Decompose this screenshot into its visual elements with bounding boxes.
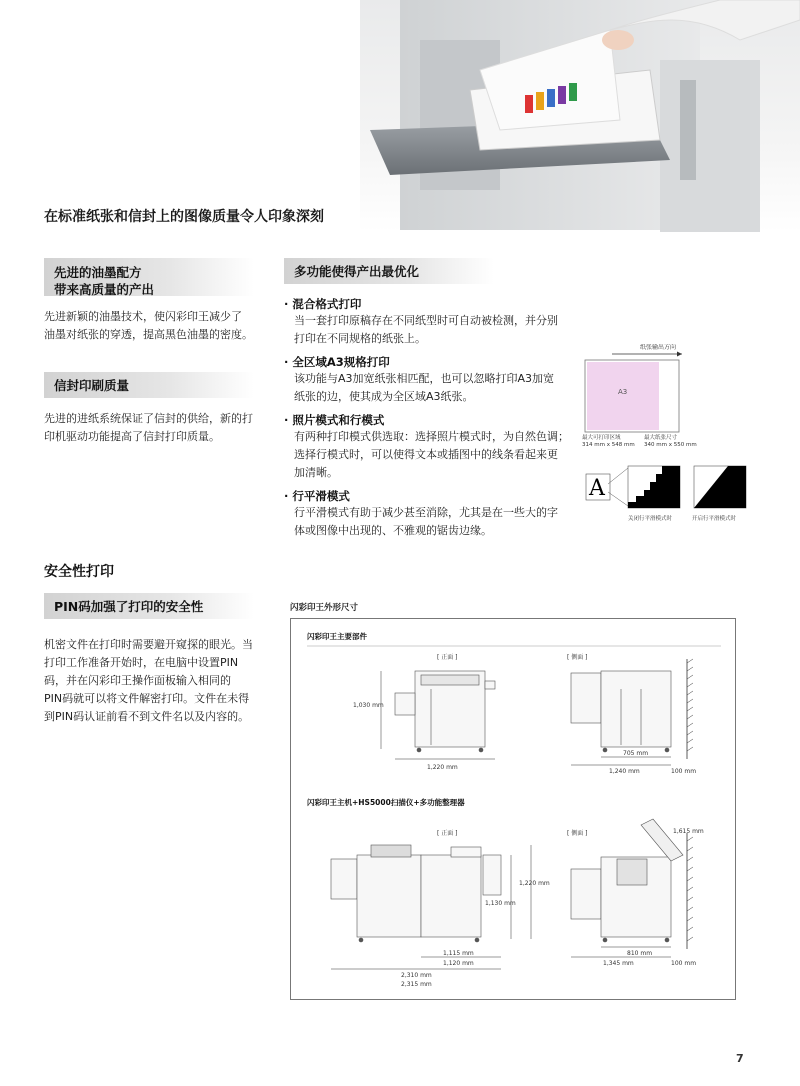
text-line: 选择行模式时，可以使得文本或插图中的线条看起来更 [294,448,558,461]
group1-side-machine [571,671,671,752]
group1-height: 1,030 mm [353,702,384,709]
max-print-area-label: 最大可打印区域 [582,435,621,441]
text-line: 码，并在闪彩印王操作面板输入相同的 [44,674,231,687]
ink-body [44,308,274,344]
group2-side-d2: 1,345 mm [603,960,634,967]
feature-title: · 照片模式和行模式 [284,413,385,427]
group1-wall-gap: 100 mm [671,768,697,775]
feature-body [284,312,580,348]
feature-body [284,428,580,482]
group2-title: 闪彩印王主机+HS5000扫描仪+多功能整理器 [307,798,465,807]
group2-side-d1: 810 mm [627,950,653,957]
text-line: 机密文件在打印时需要避开窥探的眼光。当 [44,638,253,651]
max-paper-value: 340 mm x 550 mm [644,442,697,448]
section-heading-ink [44,258,254,296]
dimensions-frame [290,618,736,1000]
direction-label: 纸张输出方向 [640,344,677,351]
text-line: 先进新颖的油墨技术，使闪彩印王减少了 [44,310,242,323]
line-smoothing-diagram [584,462,764,524]
hero-photo [360,0,800,232]
text-line: 打印在不同规格的纸张上。 [294,332,426,345]
group1-front-width: 1,220 mm [427,764,458,771]
group1-title: 闪彩印王主要部件 [307,632,367,641]
section-heading-envelope [44,372,254,398]
text-line: 打印工作准备开始时，在电脑中设置PIN [44,656,239,669]
group1-side-depth2: 1,240 mm [609,768,640,775]
text-line: 该功能与A3加宽纸张相匹配，也可以忽略打印A3加宽 [294,372,555,385]
group2-w1: 1,115 mm [443,950,474,957]
section-heading-pin [44,593,254,619]
group1-front-label: [ 正面 ] [437,654,458,661]
feature-body [284,504,580,540]
text-line: 体或图像中出现的、不雅观的锯齿边缘。 [294,524,492,537]
feature-list [284,296,580,540]
group2-side-label: [ 侧面 ] [567,830,588,837]
feature-item [284,412,580,482]
text-line: 到PIN码认证前看不到文件名以及内容的。 [44,710,250,723]
group2-w2: 1,120 mm [443,960,474,967]
group2-height2: 1,130 mm [485,900,516,907]
text-line: 有两种打印模式供选取：选择照片模式时，为自然色调； [294,430,569,443]
a3-label: A3 [618,388,628,396]
text-line: 印机驱动功能提高了信封打印质量。 [44,430,220,443]
group1-side-depth1: 705 mm [623,750,649,757]
group2-wall-gap: 100 mm [671,960,697,967]
heading-line-1: 多功能使得产出最优化 [294,264,420,279]
feature-item [284,296,580,348]
heading-line-1: 信封印刷质量 [54,378,130,393]
smoothing-off-label: 关闭行平滑模式时 [628,516,673,522]
group2-side-machine [571,819,683,942]
page-title: 在标准纸张和信封上的图像质量令人印象深刻 [44,209,324,225]
heading-line-1: 先进的油墨配方 [54,265,142,280]
sample-letter: A [589,476,605,501]
feature-title: · 行平滑模式 [284,489,350,503]
group2-side-height: 1,615 mm [673,828,704,835]
group2-front-label: [ 正面 ] [437,830,458,837]
text-line: 当一套打印原稿存在不同纸型时可自动被检测，并分别 [294,314,558,327]
security-heading: 安全性打印 [44,564,114,580]
group2-height1: 1,220 mm [519,880,550,887]
group2-w4: 2,315 mm [401,981,432,988]
security-body [44,636,274,726]
feature-item [284,354,580,406]
feature-title: · 全区域A3规格打印 [284,355,390,369]
dimension-drawings [291,619,735,999]
feature-title: · 混合格式打印 [284,297,362,311]
heading-line-2: 带来高质量的产出 [54,282,155,297]
text-line: 行平滑模式有助于减少甚至消除，尤其是在一些大的字 [294,506,558,519]
group2-front-machine [331,845,501,942]
page-number: 7 [736,1052,744,1065]
max-print-area-value: 314 mm x 548 mm [582,442,635,448]
heading-line-1: PIN码加强了打印的安全性 [54,599,204,614]
printer-photo-illustration [360,0,800,232]
text-line: 油墨对纸张的穿透，提高黑色油墨的密度。 [44,328,253,341]
group1-front-machine [395,671,495,752]
text-line: 加清晰。 [294,466,338,479]
smoothing-on-label: 开启行平滑模式时 [692,516,737,522]
a3-print-area-diagram [582,344,702,448]
feature-item [284,488,580,540]
section-heading-multi [284,258,494,284]
envelope-body [44,410,274,446]
text-line: 纸张的边，使其成为全区域A3纸张。 [294,390,474,403]
text-line: 先进的进纸系统保证了信封的供给，新的打 [44,412,253,425]
max-paper-label: 最大纸张尺寸 [644,435,678,441]
dimensions-title: 闪彩印王外形尺寸 [290,603,359,613]
text-line: PIN码就可以将文件解密打印。文件在未得 [44,692,250,705]
group1-side-label: [ 侧面 ] [567,654,588,661]
feature-body [284,370,580,406]
group2-w3: 2,310 mm [401,972,432,979]
